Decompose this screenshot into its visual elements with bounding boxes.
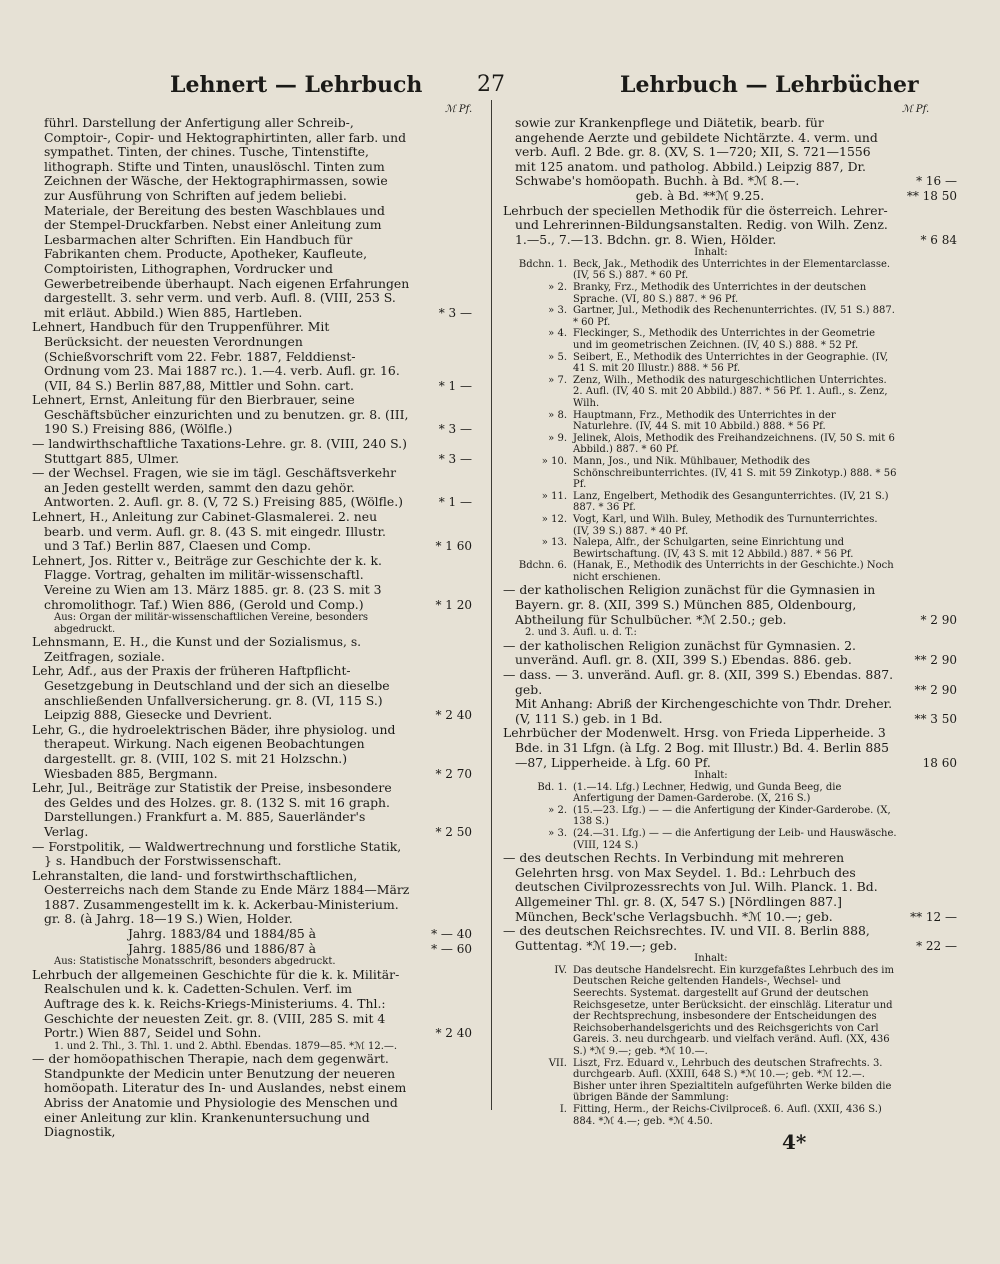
bibliography-entry	[32, 664, 472, 722]
contents-item-number: Bdchn. 1.	[518, 258, 567, 270]
contents-item-number: » 5.	[548, 351, 567, 363]
bibliography-entry	[503, 639, 957, 668]
bibliography-entry	[503, 116, 957, 189]
entry-price: * 2 70	[435, 766, 472, 781]
contents-item-text: (Hanak, E., Methodik des Unterrichts in der Geschichte.) Noch nicht erschienen.	[573, 560, 894, 583]
entry-price: 18 60	[922, 755, 957, 770]
entry-text: — der homöopathischen Therapie, nach dem gegenwärt. Standpunkte der Medicin unter Benutzung der neueren homöopath. Literatur des In- und Auslandes, nebst einem Abriss der Anatomie und Physiologie des Menschen und einer Anleitung zur klin. Krankenuntersuchung und Diagnostik,	[32, 1051, 407, 1140]
contents-list	[503, 965, 957, 1127]
bibliography-entry	[503, 583, 957, 627]
entry-text: Lehrbücher der Modenwelt. Hrsg. von Frieda Lipperheide. 3 Bde. in 31 Lfgn. (à Lfg. 2 Bog. mit Illustr.) Bd. 4. Berlin 885—87, Lipperheide. à Lfg. 60 Pf.	[503, 725, 889, 770]
contents-list	[503, 259, 957, 584]
entry-text: Lehnert, Handbuch für den Truppenführer. Mit Berücksicht. der neuesten Verordnungen (Schießvorschrift vom 22. Febr. 1887, Felddienst-Ordnung vom 23. Mai 1887 rc.). 1.—4. verb. Aufl. gr. 16. (VII, 84 S.) Berlin 887,88, Mittler und Sohn. cart.	[32, 319, 400, 393]
contents-heading: Inhalt:	[694, 770, 728, 782]
entry-text: Lehnert, Jos. Ritter v., Beiträge zur Geschichte der k. k. Flagge. Vortrag, gehalten im militär-wissenschaftl. Vereine zu Wien am 13. März 1885. gr. 8. (23 S. mit 3 chromolithogr. Taf.) Wien 886, (Gerold und Comp.)	[32, 552, 382, 612]
bibliography-entry	[32, 510, 472, 554]
contents-item-text: Lanz, Engelbert, Methodik des Gesangunterrichtes. (IV, 21 S.) 887. * 36 Pf.	[573, 490, 889, 514]
bibliography-entry	[503, 726, 957, 770]
contents-item-number: » 10.	[541, 455, 567, 467]
entry-text: — landwirthschaftliche Taxations-Lehre. gr. 8. (VIII, 240 S.) Stuttgart 885, Ulmer.	[32, 436, 407, 466]
entry-text: — der Wechsel. Fragen, wie sie im tägl. Geschäftsverkehr an Jeden gestellt werden, sammt den dazu gehör. Antworten. 2. Aufl. gr. 8. (V, 72 S.) Freising 885, (Wölfle.)	[32, 465, 404, 510]
entry-price: * 2 90	[920, 612, 957, 627]
contents-item	[503, 456, 957, 491]
header-left-title: Lehnert — Lehrbuch	[170, 72, 423, 98]
contents-item	[503, 491, 957, 514]
bibliography-entry	[503, 668, 957, 697]
entry-price: ** 3 50	[914, 711, 957, 726]
entry-text: — Forstpolitik, — Waldwertrechnung und forstliche Statik, } s. Handbuch der Forstwissenschaft.	[32, 838, 402, 869]
contents-item-number: Bdchn. 6.	[518, 560, 567, 572]
entry-text: — dass. — 3. unveränd. Aufl. gr. 8. (XII, 399 S.) Ebendas. 887. geb.	[503, 666, 894, 697]
contents-item-number: » 8.	[548, 409, 567, 421]
entry-text: Lehr, Adf., aus der Praxis der früheren Haftpflicht-Gesetzgebung in Deutschland und der sich an dieselbe anschließenden Unfallversicherung. gr. 8. (VI, 115 S.) Leipzig 888, Giesecke und Devrient.	[32, 663, 390, 723]
contents-item-text: (1.—14. Lfg.) Lechner, Hedwig, und Gunda Beeg, die Anfertigung der Damen-Garderobe. (X, 216 S.)	[573, 781, 842, 805]
contents-item-text: Seibert, E., Methodik des Unterrichtes in der Geographie. (IV, 41 S. mit 20 Illustr.) 888. * 56 Pf.	[573, 351, 889, 375]
contents-item-number: » 3.	[548, 827, 567, 839]
contents-item	[503, 410, 957, 433]
entry-price: * 16 —	[916, 174, 957, 189]
entry-price: * 2 50	[435, 824, 472, 839]
page-number: 27	[477, 72, 505, 97]
contents-item	[503, 328, 957, 351]
contents-item-number: VII.	[548, 1057, 567, 1069]
contents-item	[503, 782, 957, 805]
entry-text: Lehr, Jul., Beiträge zur Statistik der Preise, insbesondere des Geldes und des Holzes. gr. 8. (132 S. mit 16 graph. Darstellungen.) Frankfurt a. M. 885, Sauerländer's Verlag.	[32, 780, 392, 839]
bibliography-entry	[32, 840, 472, 869]
contents-heading: Inhalt:	[694, 247, 728, 259]
price-column-label-right: ℳ Pf.	[902, 104, 930, 115]
entry-text: Jahrg. 1885/86 und 1886/87 à	[127, 940, 317, 956]
contents-item-number: » 2.	[548, 804, 567, 816]
entry-price: ** 2 90	[914, 682, 957, 697]
entry-price: ** 18 50	[906, 188, 957, 203]
entry-note: 1. und 2. Thl., 3. Thl. 1. und 2. Abthl. Ebendas. 1879—85. *ℳ 12.—.	[54, 1040, 398, 1052]
entry-text: Lehranstalten, die land- und forstwirthschaftlichen, Oesterreichs nach dem Stande zu Ende März 1884—März 1887. Zusammengestellt im k. k. Ackerbau-Ministerium. gr. 8. (à Jahrg. 18—19 S.) Wien, Holder.	[32, 867, 410, 927]
column-divider	[491, 100, 492, 1110]
bibliography-entry	[32, 869, 472, 927]
entry-text: Lehnert, H., Anleitung zur Cabinet-Glasmalerei. 2. neu bearb. und verm. Aufl. gr. 8. (43 S. mit eingedr. Illustr. und 3 Taf.) Berlin 887, Claesen und Comp.	[32, 509, 386, 554]
contents-item	[503, 514, 957, 537]
entry-text: — des deutschen Rechts. In Verbindung mit mehreren Gelehrten hrsg. von Max Seydel. 1. Bd.: Lehrbuch des deutschen Civilprozessrechts von Jul. Wilh. Planck. 1. Bd. Allgemeiner Thl. gr. 8. (X, 547 S.) [Nördlingen 887.] München, Beck'sche Verlagsbuchh. *ℳ 10.—; geb.	[503, 850, 878, 924]
contents-item-number: » 2.	[548, 282, 567, 294]
header-right-title: Lehrbuch — Lehrbücher	[620, 72, 919, 98]
contents-item	[503, 805, 957, 828]
contents-item-text: Fitting, Herm., der Reichs-Civilproceß. 6. Aufl. (XXII, 436 S.) 884. *ℳ 4.—; geb. *ℳ 4.50.	[573, 1103, 882, 1127]
entry-price: * — 60	[431, 941, 472, 956]
contents-list	[503, 782, 957, 852]
contents-item-text: (15.—23. Lfg.) — — die Anfertigung der Kinder-Garderobe. (X, 138 S.)	[573, 804, 891, 828]
entry-text: — des deutschen Reichsrechtes. IV. und VII. 8. Berlin 888, Guttentag. *ℳ 19.—; geb.	[503, 923, 870, 953]
contents-item-number: » 3.	[548, 305, 567, 317]
contents-item-text: Beck, Jak., Methodik des Unterrichtes in der Elementarclasse. (IV, 56 S.) 887. * 60 Pf.	[573, 258, 891, 282]
entry-price: * 6 84	[920, 232, 957, 247]
entry-text: Jahrg. 1883/84 und 1884/85 à	[127, 926, 317, 942]
contents-item	[503, 433, 957, 456]
entry-price: * 3 —	[438, 422, 472, 437]
entry-price: * 2 40	[435, 1026, 472, 1041]
contents-item-text: Jelinek, Alois, Methodik des Freihandzeichnens. (IV, 50 S. mit 6 Abbild.) 887. * 60 Pf.	[573, 432, 895, 456]
bibliography-entry	[32, 393, 472, 437]
entry-price: * 1 60	[435, 539, 472, 554]
bibliography-entry	[32, 781, 472, 839]
contents-item	[503, 828, 957, 851]
entry-text: Lehrbuch der speciellen Methodik für die österreich. Lehrer- und Lehrerinnen-Bildungsanstalten. Redig. von Wilh. Zenz. 1.—5., 7.—13. Bdchn. gr. 8. Wien, Hölder.	[503, 202, 888, 247]
bibliography-entry	[503, 924, 957, 953]
contents-item	[503, 965, 957, 1058]
contents-item-text: (24.—31. Lfg.) — — die Anfertigung der Leib- und Hauswäsche. (VIII, 124 S.)	[573, 827, 897, 851]
contents-item-text: Liszt, Frz. Eduard v., Lehrbuch des deutschen Strafrechts. 3. durchgearb. Aufl. (XXIII, 648 S.) *ℳ 10.—; geb. *ℳ 12.—.	[573, 1057, 883, 1081]
bibliography-entry	[32, 968, 472, 1041]
contents-item-text: Gartner, Jul., Methodik des Rechenunterrichtes. (IV, 51 S.) 887. * 60 Pf.	[573, 305, 895, 328]
contents-heading: Inhalt:	[694, 953, 728, 965]
entry-text: geb. à Bd. **ℳ 9.25.	[635, 187, 765, 203]
bibliography-entry	[32, 116, 472, 320]
contents-item	[503, 259, 957, 282]
contents-item	[503, 282, 957, 305]
entry-price: * 3 —	[438, 305, 472, 320]
entry-text: Lehrbuch der allgemeinen Geschichte für die k. k. Militär-Realschulen und k. k. Cadetten-Schulen. Verf. im Auftrage des k. k. Reichs-Kriegs-Ministeriums. 4. Thl.: Geschichte der neuesten Zeit. gr. 8. (VIII, 285 S. mit 4 Portr.) Wien 887, Seidel und Sohn.	[32, 966, 400, 1041]
bibliography-entry	[503, 851, 957, 924]
entry-text: führl. Darstellung der Anfertigung aller Schreib-, Comptoir-, Copir- und Hektographirtinten, aller farb. und sympathet. Tinten, der chines. Tusche, Tintenstifte, lithograph. Stifte und Tinten, unauslöschl. Tinten zum Zeichnen der Wäsche, der Hektographirmassen, sowie zur Ausführung von Schriften auf jedem beliebi. Materiale, der Bereitung des besten Waschblaues und der Stempel-Druckfarben. Nebst einer Anleitung zum Lesbarmachen alter Schriften. Ein Handbuch für Fabrikanten chem. Producte, Apotheker, Kaufleute, Comptoiristen, Lithographen, Vordrucker und Gewerbetreibende überhaupt. Nach eigenen Erfahrungen dargestellt. 3. sehr verm. und verb. Aufl. 8. (VIII, 253 S. mit erläut. Abbild.) Wien 885, Hartleben.	[44, 115, 410, 320]
entry-price: ** 12 —	[910, 909, 957, 924]
contents-item-number: » 7.	[548, 374, 567, 386]
entry-note: 2. und 3. Aufl. u. d. T.:	[525, 627, 637, 639]
price-column-label-left: ℳ Pf.	[445, 104, 473, 115]
bibliography-entry	[32, 554, 472, 612]
entry-text: — der katholischen Religion zunächst für die Gymnasien in Bayern. gr. 8. (XII, 399 S.) München 885, Oldenbourg, Abtheilung für Schulbücher. *ℳ 2.50.; geb.	[503, 582, 876, 627]
bibliography-entry	[32, 466, 472, 510]
contents-item	[503, 375, 957, 410]
bibliography-entry	[32, 437, 472, 466]
entry-price: ** 2 90	[914, 653, 957, 668]
contents-item-number	[503, 1081, 573, 1104]
left-column	[32, 116, 472, 1140]
entry-text: Lehr, G., die hydroelektrischen Bäder, ihre physiolog. und therapeut. Wirkung. Nach eigenen Beobachtungen dargestellt. gr. 8. (VIII, 102 S. mit 21 Holzschn.) Wiesbaden 885, Bergmann.	[32, 721, 396, 781]
entry-price: * 1 20	[435, 597, 472, 612]
entry-note: Aus: Organ der militär-wissenschaftlichen Vereine, besonders abgedruckt.	[54, 612, 368, 635]
contents-item	[503, 560, 957, 583]
entry-text: Mit Anhang: Abriß der Kirchengeschichte von Thdr. Dreher. (V, 111 S.) geb. in 1 Bd.	[515, 696, 893, 726]
bibliography-entry	[32, 927, 472, 942]
bibliography-entry	[503, 204, 957, 248]
contents-item-number: » 9.	[548, 432, 567, 444]
right-column	[503, 116, 957, 1127]
entry-text: — der katholischen Religion zunächst für Gymnasien. 2. unveränd. Aufl. gr. 8. (XII, 399 S.) Ebendas. 886. geb.	[503, 637, 856, 668]
contents-item-text: Vogt, Karl, und Wilh. Buley, Methodik des Turnunterrichtes. (IV, 39 S.) 887. * 40 Pf.	[573, 513, 878, 537]
entry-text: Lehnsmann, E. H., die Kunst und der Sozialismus, s. Zeitfragen, soziale.	[32, 634, 362, 664]
contents-item-text: Fleckinger, S., Methodik des Unterrichtes in der Geometrie und im geometrischen Zeichnen. (IV, 40 S.) 888. * 52 Pf.	[573, 328, 876, 351]
bibliography-entry	[32, 320, 472, 393]
contents-item-number: » 11.	[541, 490, 567, 502]
entry-price: * 22 —	[916, 938, 957, 953]
contents-item	[503, 352, 957, 375]
bibliography-entry	[32, 635, 472, 664]
signature-mark: 4*	[782, 1130, 807, 1154]
contents-item-number: » 13.	[541, 537, 567, 549]
contents-item-number: I.	[559, 1103, 567, 1115]
contents-item-number: » 12.	[541, 513, 567, 525]
entry-price: * 3 —	[438, 451, 472, 466]
page-header	[0, 72, 1000, 106]
entry-note: Aus: Statistische Monatsschrift, besonders abgedruckt.	[54, 956, 336, 968]
contents-item-text: Zenz, Wilh., Methodik des naturgeschichtlichen Unterrichtes. 2. Aufl. (IV, 40 S. mit 20 Abbild.) 887. * 56 Pf. 1. Aufl., s. Zenz, Wilh.	[573, 374, 888, 409]
contents-item	[503, 305, 957, 328]
contents-item	[503, 1081, 957, 1104]
contents-item-text: Das deutsche Handelsrecht. Ein kurzgefaßtes Lehrbuch des im Deutschen Reiche geltenden Handels-, Wechsel- und Seerechts. Systemat. dargestellt auf Grund der deutschen Reichsgesetze, unter Berücksicht. der einschläg. Literatur und der Rechtsprechung, insbesondere der Entscheidungen des Reichsoberhandelsgerichts und des Reichsgerichts von Carl Gareis. 3. neu durchgearb. und vielfach veränd. Aufl. (XX, 436 S.) *ℳ 9.—; geb. *ℳ 10.—.	[573, 964, 894, 1057]
contents-item-number: IV.	[554, 964, 567, 976]
bibliography-entry	[32, 1052, 472, 1140]
entry-price: * — 40	[431, 927, 472, 942]
contents-item-text: Nalepa, Alfr., der Schulgarten, seine Einrichtung und Bewirtschaftung. (IV, 43 S. mit 12 Abbild.) 887. * 56 Pf.	[573, 537, 854, 560]
contents-item	[503, 1104, 957, 1127]
bibliography-entry	[32, 723, 472, 781]
contents-item-text: Branky, Frz., Methodik des Unterrichtes in der deutschen Sprache. (VI, 80 S.) 887. * 96 Pf.	[573, 282, 867, 305]
entry-price: * 1 —	[438, 495, 472, 510]
entry-text: sowie zur Krankenpflege und Diätetik, bearb. für angehende Aerzte und gebildete Nichtärzte. 4. verm. und verb. Aufl. 2 Bde. gr. 8. (XV, S. 1—720; XII, S. 721—1556 mit 125 anatom. und patholog. Abbild.) Leipzig 887, Dr. Schwabe's homöopath. Buchh. à Bd. *ℳ 8.—.	[515, 115, 878, 189]
entry-price: * 2 40	[435, 708, 472, 723]
entry-text: Lehnert, Ernst, Anleitung für den Bierbrauer, seine Geschäftsbücher einzurichten und zu benutzen. gr. 8. (III, 190 S.) Freising 886, (Wölfle.)	[32, 392, 409, 437]
contents-item-number: Bd. 1.	[537, 781, 567, 793]
contents-item-text: Mann, Jos., und Nik. Mühlbauer, Methodik des Schönschreibunterrichtes. (IV, 41 S. mit 59 Zinkotyp.) 888. * 56 Pf.	[573, 455, 897, 491]
bibliography-entry	[503, 189, 957, 204]
bibliography-entry	[32, 942, 472, 957]
contents-item	[503, 537, 957, 560]
contents-item-text: Bisher unter ihren Spezialtiteln aufgeführten Werke bilden die übrigen Bände der Sammlung:	[573, 1080, 892, 1104]
contents-item-text: Hauptmann, Frz., Methodik des Unterrichtes in der Naturlehre. (IV, 44 S. mit 10 Abbild.) 888. * 56 Pf.	[573, 409, 836, 433]
entry-price: * 1 —	[438, 378, 472, 393]
contents-item	[503, 1058, 957, 1081]
bibliography-entry	[503, 697, 957, 726]
contents-item-number: » 4.	[548, 328, 567, 340]
